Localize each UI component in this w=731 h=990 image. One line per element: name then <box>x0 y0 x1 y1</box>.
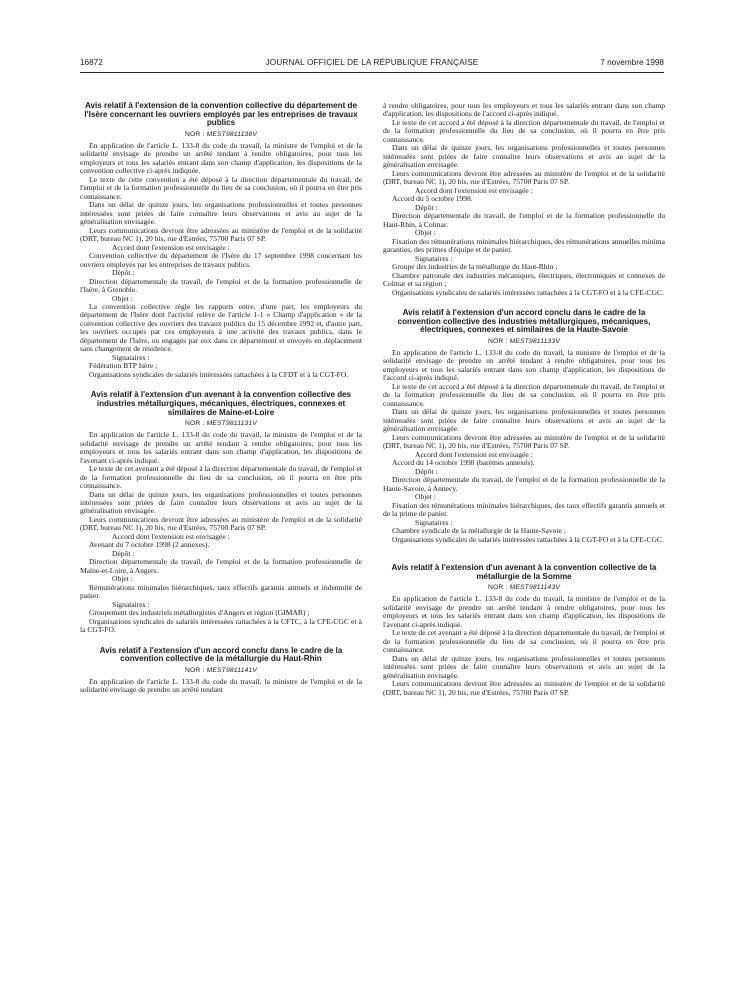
notice-title: Avis relatif à l'extension d'un avenant à la convention collective des industries métallurgiques, mécaniques, électriques, connexes et similaires de Maine-et-Loire <box>90 390 352 417</box>
section-label: Signataires : <box>415 517 453 527</box>
nor-reference <box>80 419 362 428</box>
body-paragraph: Leurs communications devront être adressées au ministère de l'emploi et de la solidarité (DRT, bureau NC 1), 20 bis, rue d'Estrées, 75700 Paris 07 SP. <box>80 514 362 533</box>
notice-title: Avis relatif à l'extension d'un avenant à la convention collective de la métallurgie de la Somme <box>391 563 657 581</box>
notice-article <box>80 391 362 634</box>
body-paragraph: Chambre patronale des industries mécaniques, électriques, électroniques et connexes de Colmar et sa région ; <box>383 270 665 289</box>
journal-title: JOURNAL OFFICIEL DE LA RÉPUBLIQUE FRANÇAISE <box>265 58 479 67</box>
section-label: Dépôt : <box>112 548 135 558</box>
body-paragraph: Direction départementale du travail, de l'emploi et de la formation professionnelle de Maine-et-Loire, à Angers. <box>80 557 362 575</box>
nor-label: NOR : <box>487 337 508 345</box>
page-number: 16872 <box>80 58 103 67</box>
section-label: Signataires : <box>112 352 150 362</box>
nor-reference <box>80 130 362 139</box>
notice-article <box>80 647 362 695</box>
body-paragraph: Leurs communications devront être adressées au ministère de l'emploi et de la solidarité (DRT, bureau NC 1), 20 bis, rue d'Estrées, 75700 Paris 07 SP. <box>383 168 665 187</box>
body-paragraph: Leurs communications devront être adressées au ministère de l'emploi et de la solidarité (DRT, bureau NC 1), 20 bis, rue d'Estrées, 75700 Paris 07 SP. <box>383 679 665 697</box>
body-paragraph: Organisations syndicales de salariés intéressées rattachées à la CGT-FO et à la CFE-CGC. <box>392 534 664 544</box>
body-paragraph: Leurs communications devront être adressées au ministère de l'emploi et de la solidarité (DRT, bureau NC 1), 20 bis, rue d'Estrées, 75700 Paris 07 SP. <box>383 432 665 451</box>
body-paragraph: Dans un délai de quinze jours, les organisations professionnelles et toutes personnes intéressées sont priées de faire connaître leurs observations et avis au sujet de la généralisation envisagée. <box>383 407 665 434</box>
publication-date: 7 novembre 1998 <box>600 58 664 67</box>
nor-reference <box>383 337 665 346</box>
body-paragraph: La convention collective règle les rapports entre, d'une part, les employeurs du département de l'Isère dont l'activité relève de l'article 1-1 « Champ d'application » de la convention collective des ouvriers des travaux publics du 15 décembre 1992 et, d'autre part, les ouvriers occupés par ces employeurs à une activité des travaux publics, dans le département de l'Isère, ou engagés par eux dans ce département et envoyés en déplacement sans changement de résidence. <box>80 301 362 354</box>
section-label: Accord dont l'extension est envisagée : <box>112 531 230 541</box>
notice-article <box>383 309 665 544</box>
section-label: Signataires : <box>415 253 453 263</box>
body-paragraph: Le texte de cet avenant a été déposé à la direction départementale du travail, de l'emploi et de la formation professionnelle du lieu de sa conclusion, où il pourra en être pris connaissance. <box>80 464 362 491</box>
nor-code: MEST9811131V <box>206 420 258 428</box>
nor-reference <box>80 666 362 675</box>
section-label: Objet : <box>112 574 133 584</box>
body-paragraph: Direction départementale du travail, de l'emploi et de la formation professionnelle de la Haute-Savoie, à Annecy. <box>383 475 665 493</box>
nor-label: NOR : <box>184 666 205 674</box>
notice-article <box>383 102 665 297</box>
nor-label: NOR : <box>184 130 205 138</box>
body-paragraph: Dans un délai de quinze jours, les organisations professionnelles et toutes personnes intéressées sont priées de faire connaître leurs observations et avis au sujet de la généralisation envisagée. <box>80 200 362 227</box>
body-paragraph: Le texte de cet avenant a été déposé à la direction départementale du travail, de l'emploi et de la formation professionnelle du lieu de sa conclusion, où il pourra en être pris connaissance. <box>383 628 665 655</box>
section-label: Objet : <box>415 492 436 502</box>
body-paragraph: En application de l'article L. 133-8 du code du travail, la ministre de l'emploi et de la solidarité envisage de prendre un arrêté tendant <box>80 676 362 695</box>
nor-code: MEST9811141V <box>206 666 258 674</box>
notice-article <box>80 102 362 379</box>
section-label: Accord dont l'extension est envisagée : <box>112 242 230 252</box>
body-paragraph: Rémunérations minimales hiérarchiques, taux effectifs garantis annuels et indemnité de panier. <box>80 582 362 601</box>
body-paragraph: Groupe des industries de la métallurgie du Haut-Rhin ; <box>392 262 558 272</box>
nor-code: MEST9811138V <box>206 130 258 138</box>
body-paragraph: Organisations syndicales de salariés intéressées rattachées à la CFTC, à la CFE-CGC et à la CGT-FO. <box>80 616 362 635</box>
right-column <box>383 102 665 697</box>
section-label: Accord dont l'extension est envisagée : <box>415 449 533 459</box>
body-paragraph: Fixation des rémunérations minimales hiérarchiques, des taux effectifs garantis annuels et de la prime de panier. <box>383 500 665 519</box>
nor-label: NOR : <box>184 420 205 428</box>
notice-title: Avis relatif à l'extension de la convention collective du département de l'Isère concernant les ouvriers employés par les entreprises de travaux publics <box>84 101 358 128</box>
body-paragraph: Groupement des industriels métallurgistes d'Angers et région (GIMAR) ; <box>89 608 310 618</box>
body-paragraph: Dans un délai de quinze jours, les organisations professionnelles et toutes personnes intéressées sont priées de faire connaître leurs observations et avis au sujet de la généralisation envisagée. <box>383 653 665 680</box>
section-label: Signataires : <box>112 599 150 609</box>
nor-label: NOR : <box>487 584 508 592</box>
section-label: Dépôt : <box>415 202 438 212</box>
body-paragraph: Fédération BTP Isère ; <box>89 361 158 371</box>
body-paragraph: Dans un délai de quinze jours, les organisations professionnelles et toutes personnes intéressées sont priées de faire connaître leurs observations et avis au sujet de la généralisation envisagée. <box>383 143 665 170</box>
article-gap <box>80 635 362 647</box>
section-label: Dépôt : <box>415 466 438 476</box>
body-paragraph: Avenant du 7 octobre 1998 (2 annexes). <box>89 540 210 550</box>
header-rule <box>80 72 664 73</box>
body-paragraph: Accord du 14 octobre 1998 (barèmes annexés). <box>392 458 535 468</box>
notice-title: Avis relatif à l'extension d'un accord conclu dans le cadre de la convention collective des industries métallurgiques, mécaniques, électriques, connexes et similaires de la Haute-Savoie <box>397 308 651 335</box>
section-label: Objet : <box>415 228 436 238</box>
body-paragraph: En application de l'article L. 133-8 du code du travail, la ministre de l'emploi et de la solidarité envisage de prendre un arrêté tendant à rendre obligatoires, pour tous les employeurs et tous les salariés entrant dans son champ d'application, les dispositions de l'avenant ci-après indiqué. <box>80 430 362 465</box>
body-paragraph: Leurs communications devront être adressées au ministère de l'emploi et de la solidarité (DRT, bureau NC 1), 20 bis, rue d'Estrées, 75700 Paris 07 SP. <box>80 225 362 244</box>
body-paragraph: Chambre syndicale de la métallurgie de la Haute-Savoie ; <box>392 526 566 536</box>
body-paragraph: Convention collective du département de l'Isère du 17 septembre 1998 concernant les ouvriers employés par les entreprises de travaux publics. <box>80 251 362 269</box>
body-paragraph: Le texte de cette convention a été déposé à la direction départementale du travail, de l'emploi et de la formation professionnelle du lieu de sa conclusion, où il pourra en être pris connaissance. <box>80 174 362 201</box>
nor-code: MEST9811143V <box>509 584 561 592</box>
notice-title: Avis relatif à l'extension d'un accord conclu dans le cadre de la convention collective de la métallurgie du Haut-Rhin <box>99 645 343 664</box>
body-paragraph: Organisations syndicales de salariés intéressées rattachées à la CFDT et à la CGT-FO. <box>89 369 349 379</box>
body-paragraph: Le texte de cet accord a été déposé à la direction départementale du travail, de l'emploi et de la formation professionnelle du lieu de sa conclusion, où il pourra en être pris connaissance. <box>383 381 665 408</box>
body-paragraph: Fixation des rémunérations minimales hiérarchiques, des rémunérations annuelles minima garanties, des primes d'équipe et de panier. <box>383 236 665 255</box>
nor-reference <box>383 583 665 592</box>
body-paragraph: à rendre obligatoires, pour tous les employeurs et tous les salariés entrant dans son champ d'application, les dispositions de l'accord ci-après indiqué. <box>383 101 665 119</box>
nor-code: MEST9811133V <box>509 337 561 345</box>
article-gap <box>383 544 665 564</box>
section-label: Dépôt : <box>112 268 135 278</box>
section-label: Accord dont l'extension est envisagée : <box>415 185 533 195</box>
body-paragraph: Le texte de cet accord a été déposé à la direction départementale du travail, de l'emploi et de la formation professionnelle du lieu de sa conclusion, où il pourra en être pris connaissance. <box>383 117 665 144</box>
notice-article <box>383 564 665 697</box>
body-paragraph: Dans un délai de quinze jours, les organisations professionnelles et toutes personnes intéressées sont priées de faire connaître leurs observations et avis au sujet de la généralisation envisagée. <box>80 489 362 516</box>
section-label: Objet : <box>112 293 133 303</box>
body-paragraph: En application de l'article L. 133-8 du code du travail, la ministre de l'emploi et de la solidarité envisage de prendre un arrêté tendant à rendre obligatoires, pour tous les employeurs et tous les salariés entrant dans son champ d'application, les dispositions de la convention collective ci-après indiquée. <box>80 140 362 176</box>
body-paragraph: Direction départementale du travail, de l'emploi et de la formation professionnelle du Haut-Rhin, à Colmar. <box>383 211 665 229</box>
page-header <box>80 58 664 70</box>
body-paragraph: En application de l'article L. 133-8 du code du travail, la ministre de l'emploi et de la solidarité envisage de prendre un arrêté tendant à rendre obligatoires, pour tous les employeurs et tous les salariés entrant dans son champ d'application, les dispositions de l'accord ci-après indiqué. <box>383 347 665 383</box>
body-paragraph: Direction départementale du travail, de l'emploi et de la formation professionnelle de l'Isère, à Grenoble. <box>80 276 362 295</box>
body-paragraph: Organisations syndicales de salariés intéressées rattachées à la CGT-FO et à la CFE-CGC. <box>392 287 664 297</box>
left-column <box>80 102 362 695</box>
body-paragraph: En application de l'article L. 133-8 du code du travail, la ministre de l'emploi et de la solidarité envisage de prendre un arrêté tendant à rendre obligatoires, pour tous les employeurs et tous les salariés entrant dans son champ d'application, les dispositions de l'avenant ci-après indiqué. <box>383 594 665 629</box>
body-paragraph: Accord du 5 octobre 1998. <box>392 194 473 204</box>
